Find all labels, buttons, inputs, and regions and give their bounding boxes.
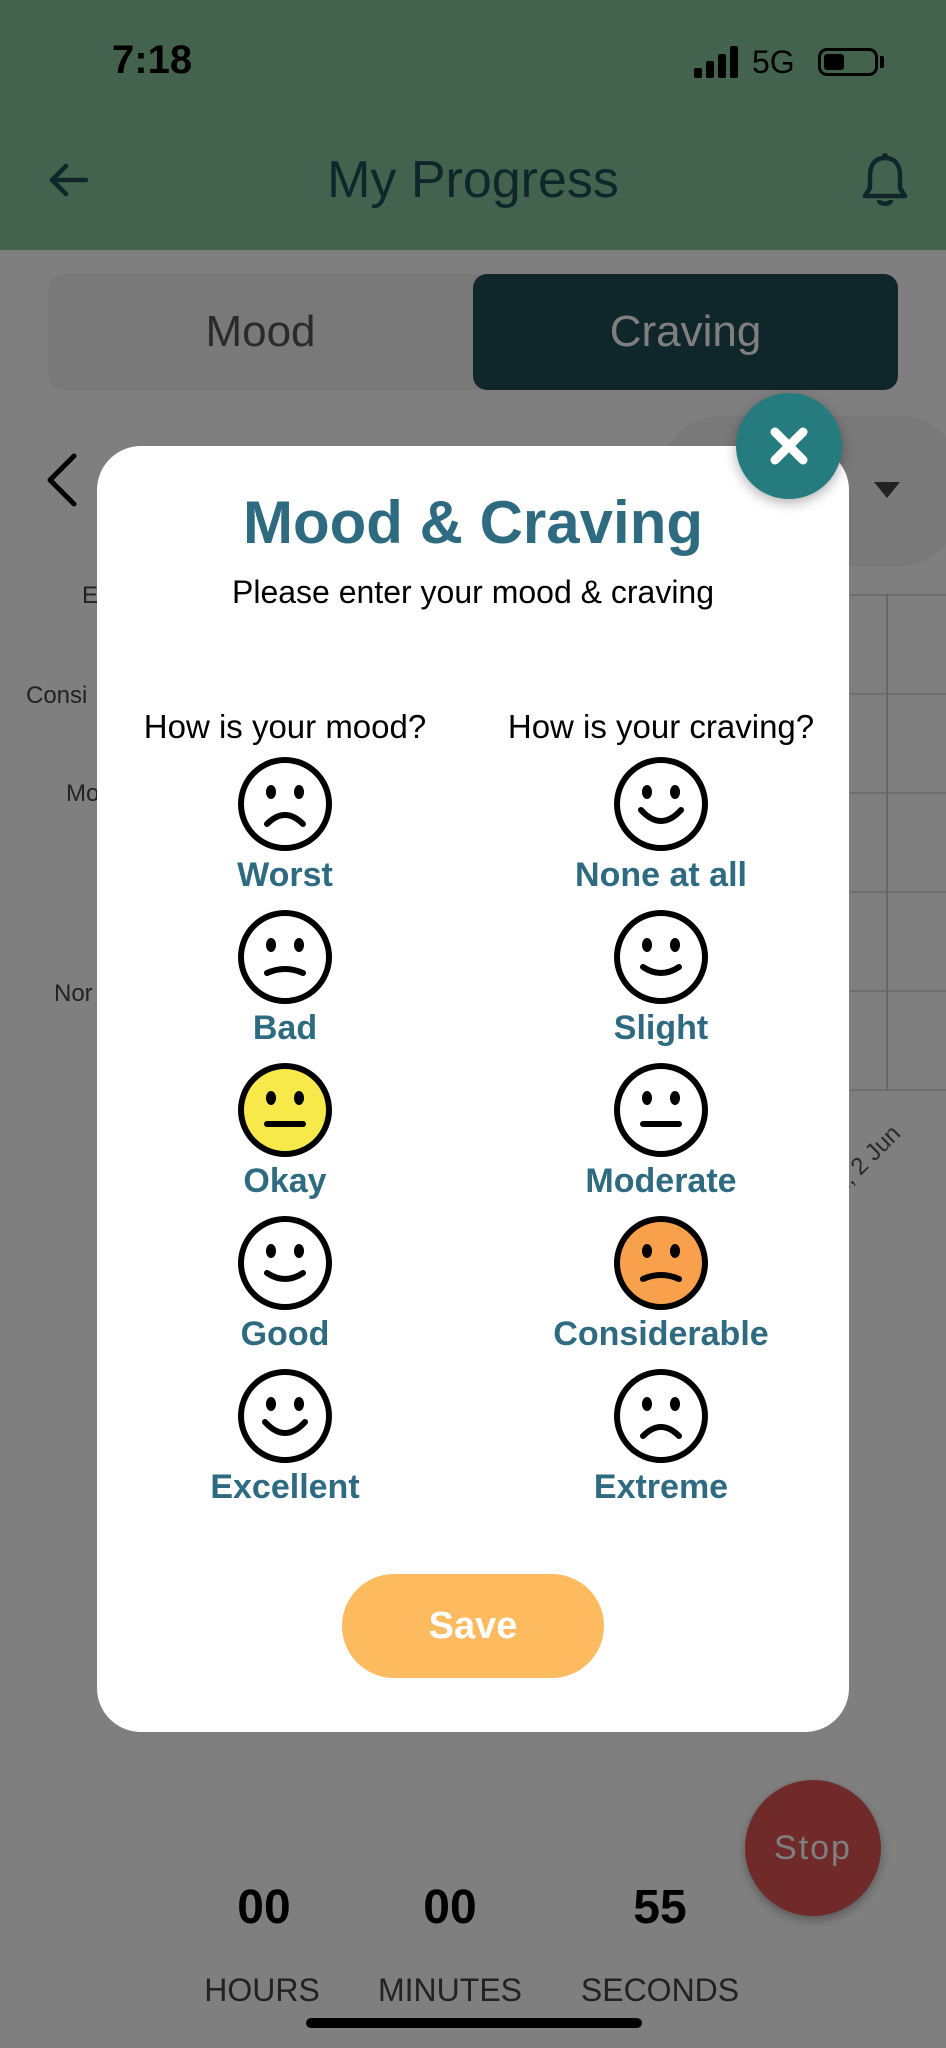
craving-option-label: None at all — [575, 856, 747, 894]
craving-option[interactable] — [473, 756, 849, 906]
dialog-title: Mood & Craving — [243, 489, 703, 556]
mood-option-label: Worst — [237, 856, 333, 894]
mood-option-label: Good — [240, 1315, 330, 1353]
craving-option-label: Considerable — [553, 1315, 769, 1353]
home-indicator — [306, 2018, 642, 2028]
mood-question: How is your mood? — [143, 708, 427, 745]
close-icon — [765, 422, 813, 470]
mood-option-label: Okay — [243, 1162, 327, 1200]
craving-option[interactable] — [473, 1368, 849, 1518]
craving-option[interactable] — [473, 1215, 849, 1365]
mood-option[interactable] — [97, 756, 473, 906]
close-button[interactable] — [736, 393, 842, 499]
save-button[interactable]: Save — [342, 1574, 604, 1678]
mood-option-label: Bad — [252, 1009, 318, 1047]
craving-face-icon — [613, 756, 709, 852]
craving-face-icon — [613, 1062, 709, 1158]
craving-option-label: Moderate — [585, 1162, 737, 1200]
dialog-subtitle: Please enter your mood & craving — [231, 574, 715, 610]
mood-option[interactable] — [97, 1215, 473, 1365]
craving-face-icon — [613, 909, 709, 1005]
craving-option-label: Slight — [613, 1009, 709, 1047]
mood-option-label: Excellent — [210, 1468, 360, 1506]
craving-option[interactable] — [473, 909, 849, 1059]
mood-option[interactable] — [97, 1062, 473, 1212]
mood-face-icon — [237, 1368, 333, 1464]
mood-face-icon — [237, 756, 333, 852]
mood-option[interactable] — [97, 909, 473, 1059]
craving-face-icon — [613, 1215, 709, 1311]
mood-face-icon — [237, 909, 333, 1005]
craving-question: How is your craving? — [507, 708, 815, 745]
mood-face-icon — [237, 1215, 333, 1311]
craving-option[interactable] — [473, 1062, 849, 1212]
mood-option[interactable] — [97, 1368, 473, 1518]
craving-face-icon — [613, 1368, 709, 1464]
craving-option-label: Extreme — [593, 1468, 729, 1506]
mood-face-icon — [237, 1062, 333, 1158]
